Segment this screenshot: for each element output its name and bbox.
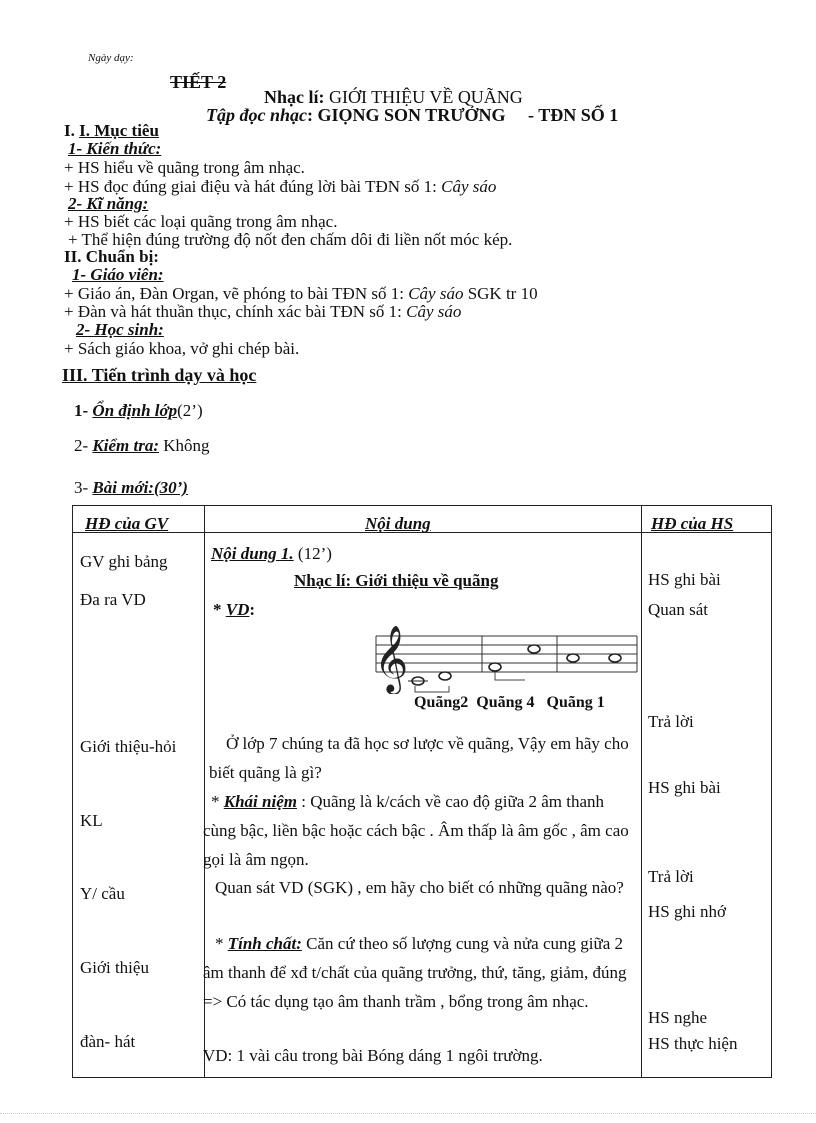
theory-prefix: Nhạc lí: [264, 87, 325, 107]
process-heading: III. Tiến trình dạy và học [62, 365, 257, 385]
teacher-activity: Giới thiệu [80, 958, 149, 977]
theory-title: GIỚI THIỆU VỀ QUÃNG [329, 87, 523, 107]
process-step-1-prefix: 1- [74, 401, 93, 420]
page-divider [0, 1113, 816, 1114]
treble-clef-icon: 𝄞 [374, 624, 409, 692]
process-step-3-label: Bài mới:(30’) [92, 478, 188, 497]
skills-heading: 2- Kĩ năng: [68, 194, 149, 213]
content-section-time: (12’) [293, 544, 332, 563]
teacher-prep-item-1 [64, 284, 538, 304]
observe-paragraph: Quan sát VD (SGK) , em hãy cho biết có những quãng nào? [215, 878, 624, 897]
lesson-table [72, 505, 772, 1078]
intro-paragraph: Ở lớp 7 chúng ta đã học sơ lược về quãng, Vậy em hãy cho biết quãng là gì? [209, 734, 629, 782]
teacher-activity: KL [80, 811, 103, 830]
student-activity: HS nghe [648, 1008, 708, 1027]
process-step-2-label: Kiểm tra: [92, 436, 160, 455]
note-head [489, 663, 501, 671]
student-activity: HS ghi bài [648, 778, 721, 797]
process-step-2-prefix: 2- [74, 436, 93, 455]
process-step-1-time: (2’) [177, 401, 203, 420]
teacher-prep-item-1-song: Cây sáo [408, 284, 464, 303]
column-divider [641, 506, 642, 1077]
knowledge-item-2-text: + HS đọc đúng giai điệu và hát đúng lời bài TĐN số 1: [64, 177, 442, 196]
student-activity: Trả lời [648, 712, 694, 731]
teacher-prep-item-2 [64, 302, 461, 322]
reading-suffix: - TĐN SỐ 1 [528, 105, 619, 125]
process-step-1 [74, 401, 203, 421]
interval-labels [414, 694, 605, 712]
skills-item-2: + Thể hiện đúng trường độ nốt đen chấm dôi đi liền nốt móc kép. [68, 230, 513, 249]
table-header-teacher: HĐ của GV [85, 514, 169, 533]
example-label: VD [225, 600, 250, 619]
concept-text: : Quãng là k/cách về cao độ giữa 2 âm thanh cùng bậc, liền bậc hoặc cách bậc . Âm thấp là âm gốc , âm cao gọi là âm ngọn. [203, 792, 629, 869]
note-head [528, 645, 540, 653]
objectives-heading: I. I. Mục tiêu [64, 121, 159, 140]
concept-label: Khái niệm [223, 792, 297, 811]
process-step-2 [74, 436, 210, 456]
student-prep-heading: 2- Học sinh: [76, 320, 164, 339]
note-head [609, 654, 621, 662]
interval-bracket [495, 672, 525, 680]
table-header-student: HĐ của HS [651, 514, 734, 533]
student-activity: Quan sát [648, 600, 708, 619]
teacher-prep-item-2-song: Cây sáo [406, 302, 462, 321]
student-activity: HS ghi bài [648, 570, 721, 589]
interval-label: Quãng 1 [546, 694, 605, 711]
example-heading: * VD: [213, 600, 256, 619]
interval-label: Quãng 4 [476, 694, 535, 711]
lesson-number: TIẾT 2 [170, 72, 227, 92]
note-head [567, 654, 579, 662]
music-staff [371, 614, 641, 694]
content-section-heading [211, 544, 332, 564]
table-header-content: Nội dung [365, 514, 431, 533]
concept-paragraph: * Khái niệm : Quãng là k/cách về cao độ giữa 2 âm thanh cùng bậc, liền bậc hoặc cách bậc . Âm thấp là âm gốc , âm cao gọi là âm ngọn. [203, 792, 629, 869]
teacher-prep-item-2-text: + Đàn và hát thuần thục, chính xác bài TĐN số 1: [64, 302, 407, 321]
content-section-label: Nội dung 1. [211, 544, 294, 563]
reading-heading [206, 105, 618, 126]
teacher-activity: Đa ra VD [80, 590, 146, 609]
knowledge-heading: 1- Kiến thức: [68, 139, 162, 158]
student-activity: Trả lời [648, 867, 694, 886]
date-label: Ngày dạy: [88, 52, 134, 64]
skills-item-1: + HS biết các loại quãng trong âm nhạc. [64, 212, 338, 231]
student-prep-item-1: + Sách giáo khoa, vở ghi chép bài. [64, 339, 300, 358]
process-step-1-label: Ổn định lớp [92, 401, 178, 420]
teacher-activity: Giới thiệu-hỏi [80, 737, 177, 756]
teacher-prep-heading: 1- Giáo viên: [72, 265, 164, 284]
note-head [439, 672, 451, 680]
process-step-3-prefix: 3- [74, 478, 93, 497]
reading-prefix: Tập đọc nhạc [206, 105, 307, 125]
interval-bracket [415, 686, 449, 692]
teacher-activity: đàn- hát [80, 1032, 136, 1051]
objectives-heading-text: I. Mục tiêu [79, 121, 159, 140]
knowledge-item-2-song: Cây sáo [441, 177, 497, 196]
knowledge-item-1: + HS hiểu về quãng trong âm nhạc. [64, 158, 305, 177]
student-activity: HS ghi nhớ [648, 902, 726, 921]
teacher-activity: GV ghi bảng [80, 552, 168, 571]
reading-title: : GIỌNG SON TRƯỞNG [307, 105, 506, 125]
teacher-prep-item-1-suffix: SGK tr 10 [463, 284, 538, 303]
teacher-prep-item-1-text: + Giáo án, Đàn Organ, vẽ phóng to bài TĐN số 1: [64, 284, 409, 303]
property-paragraph: * Tính chất: Căn cứ theo số lượng cung và nửa cung giữa 2 âm thanh để xđ t/chất của quãng trưởng, thứ, tăng, giảm, đúng => Có tác dụng tạo âm thanh trầm , bổng trong âm nhạc. [203, 934, 627, 1011]
process-step-3 [74, 478, 188, 498]
process-step-2-value: Không [159, 436, 210, 455]
interval-label: Quãng2 [414, 694, 469, 711]
student-activity: HS thực hiện [648, 1034, 738, 1053]
property-label: Tính chất: [227, 934, 302, 953]
preparation-heading: II. Chuẩn bị: [64, 247, 159, 266]
property-text: Căn cứ theo số lượng cung và nửa cung giữa 2 âm thanh để xđ t/chất của quãng trưởng, thứ, tăng, giảm, đúng => Có tác dụng tạo âm thanh trầm , bổng trong âm nhạc. [203, 934, 627, 1011]
example-paragraph: VD: 1 vài câu trong bài Bóng dáng 1 ngôi trường. [203, 1046, 543, 1065]
content-section-title: Nhạc lí: Giới thiệu về quãng [294, 571, 499, 590]
teacher-activity: Y/ cầu [80, 884, 125, 903]
